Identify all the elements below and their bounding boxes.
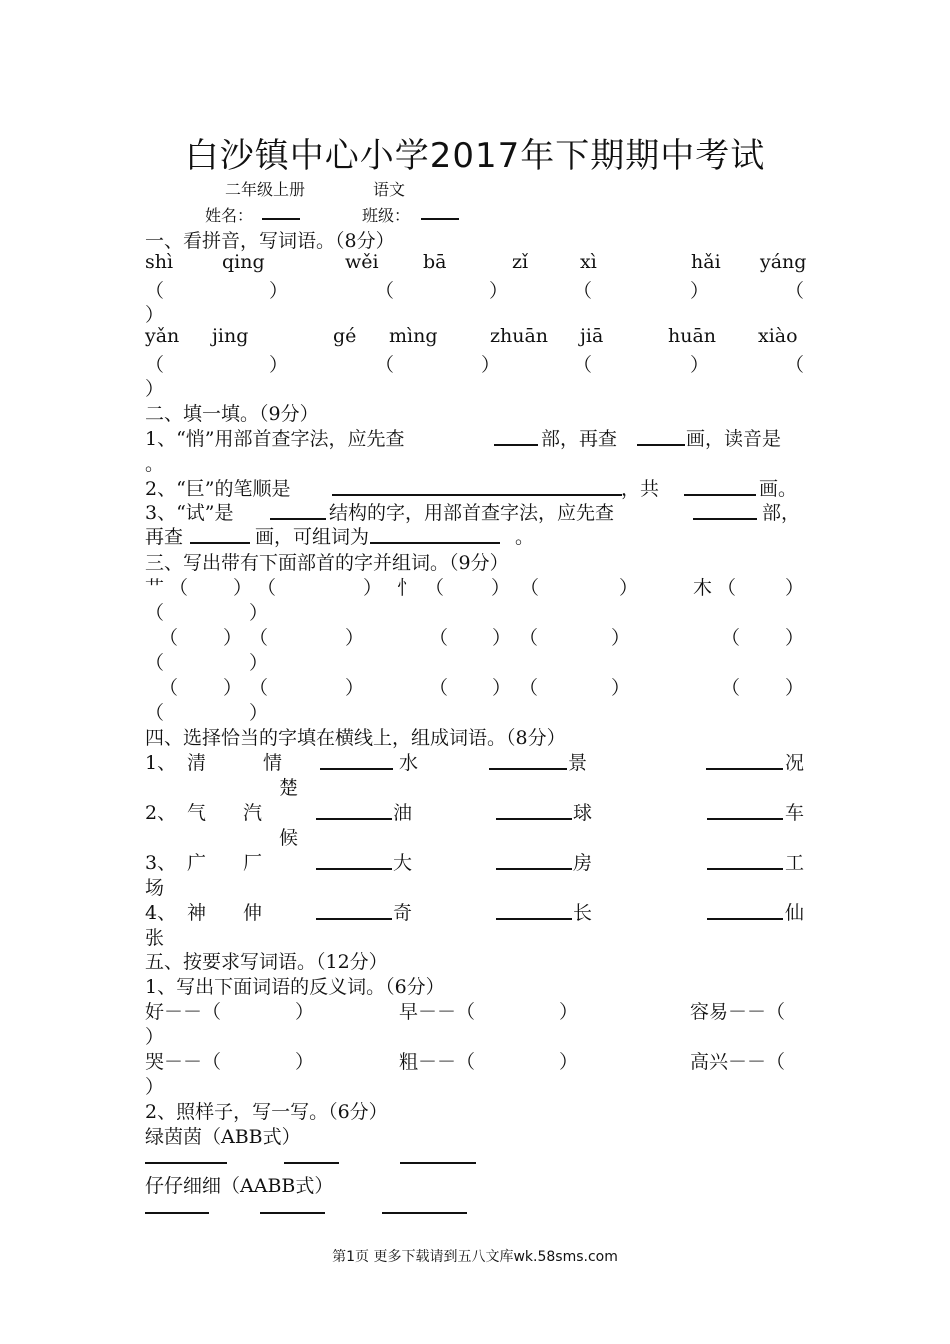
- paren-close: ）: [249, 652, 269, 674]
- answer-blank[interactable]: [494, 444, 538, 446]
- answer-blank[interactable]: [270, 518, 326, 520]
- paren-open: （: [721, 627, 741, 649]
- paren-close: ）: [481, 354, 501, 376]
- choice-char: 场: [145, 877, 165, 899]
- paren-close: ）: [363, 577, 383, 599]
- word-char: 车: [785, 802, 805, 824]
- section2-heading: 二、填一填。（9分）: [145, 403, 319, 425]
- paren-open: （: [573, 280, 593, 302]
- answer-blank[interactable]: [332, 494, 622, 496]
- paren-close: ）: [223, 627, 243, 649]
- question-text: 。: [145, 453, 165, 475]
- paren-close: ）: [690, 280, 710, 302]
- choice-char: 广: [187, 852, 207, 874]
- paren-close: ）: [690, 354, 710, 376]
- question-text: 结构的字，用部首查字法，应先查: [329, 502, 615, 524]
- paren-close: ）: [492, 627, 512, 649]
- question-text: 部，再查: [541, 428, 618, 450]
- pinyin: gé: [333, 325, 357, 347]
- example-abb: 绿茵茵（ABB式）: [145, 1126, 301, 1148]
- choice-char: 候: [279, 827, 299, 849]
- item-number: 2、: [145, 802, 177, 824]
- paren-close: ）: [489, 280, 509, 302]
- pinyin: xì: [580, 251, 597, 273]
- radical: 忄: [397, 577, 417, 599]
- answer-blank[interactable]: [400, 1162, 476, 1164]
- choice-char: 厂: [243, 852, 263, 874]
- paren-open: （: [375, 280, 395, 302]
- section4-heading: 四、选择恰当的字填在横线上，组成词语。（8分）: [145, 727, 566, 749]
- answer-blank[interactable]: [145, 1212, 209, 1214]
- answer-blank[interactable]: [145, 1162, 227, 1164]
- pinyin: wěi: [345, 251, 379, 273]
- pinyin: bā: [423, 251, 447, 273]
- paren-close: ）: [295, 1051, 315, 1073]
- answer-blank[interactable]: [370, 542, 500, 544]
- question-text: 部，: [762, 502, 801, 524]
- paren-open: （: [159, 627, 179, 649]
- pinyin: mìng: [389, 325, 438, 347]
- grade-label: 二年级上册: [225, 180, 306, 199]
- answer-blank[interactable]: [316, 818, 392, 820]
- choice-char: 神: [187, 902, 207, 924]
- paren-close: ）: [145, 1076, 165, 1098]
- answer-blank[interactable]: [496, 818, 572, 820]
- answer-blank[interactable]: [693, 518, 757, 520]
- paren-close: ）: [619, 577, 639, 599]
- question-text: 。: [515, 526, 535, 548]
- paren-close: ）: [491, 577, 511, 599]
- s2-q1: [145, 424, 807, 448]
- pinyin: yáng: [760, 251, 807, 273]
- answer-blank[interactable]: [382, 1212, 467, 1214]
- paren-close: ）: [611, 677, 631, 699]
- answer-row-2: [145, 350, 807, 374]
- answer-blank[interactable]: [316, 868, 392, 870]
- section5-sub2: 2、照样子，写一写。（6分）: [145, 1101, 388, 1123]
- paren-open: （: [145, 702, 165, 724]
- antonym-prompt: 早－－（: [399, 1001, 476, 1023]
- paren-open: （: [145, 280, 165, 302]
- antonym-prompt: 粗－－（: [399, 1051, 476, 1073]
- paren-open: （: [721, 677, 741, 699]
- radical-row-2: [145, 623, 807, 647]
- paren-close: ）: [233, 577, 253, 599]
- choice-char: 情: [263, 752, 283, 774]
- question-text: 再查: [145, 526, 184, 548]
- question-text: 画，读音是: [686, 428, 782, 450]
- section3-heading: 三、写出带有下面部首的字并组词。（9分）: [145, 552, 509, 574]
- page-footer: 第1页 更多下载请到五八文库wk.58sms.com: [332, 1249, 618, 1265]
- paren-open: （: [169, 577, 189, 599]
- word-char: 仙: [785, 902, 805, 924]
- paren-close: ）: [611, 627, 631, 649]
- word-char: 球: [573, 802, 593, 824]
- paren-close: ）: [269, 354, 289, 376]
- pinyin: huān: [668, 325, 717, 347]
- name-blank[interactable]: [262, 218, 300, 220]
- paren-close: ）: [145, 378, 165, 400]
- answer-blank[interactable]: [489, 768, 567, 770]
- paren-open: （: [519, 677, 539, 699]
- section1-heading: 一、看拼音，写词语。（8分）: [145, 230, 395, 252]
- paren-close: ）: [249, 702, 269, 724]
- choice-char: 气: [187, 802, 207, 824]
- word-char: 工: [785, 852, 805, 874]
- antonym-prompt: 容易－－（: [690, 1001, 786, 1023]
- paren-close: ）: [345, 627, 365, 649]
- paren-open: （: [573, 354, 593, 376]
- answer-row-1: [145, 276, 807, 300]
- pinyin: hǎi: [691, 251, 721, 273]
- paren-open: （: [429, 627, 449, 649]
- choice-char: 清: [187, 752, 207, 774]
- pinyin-row-1: [145, 251, 807, 275]
- page-title: 白沙镇中心小学2017年下期期中考试: [184, 136, 766, 176]
- antonym-row-1: [145, 997, 807, 1021]
- paren-open: （: [257, 577, 277, 599]
- paren-open: （: [145, 602, 165, 624]
- word-char: 景: [568, 752, 588, 774]
- word-char: 奇: [393, 902, 413, 924]
- radical: 木: [693, 577, 713, 599]
- pinyin-row-2: [145, 325, 807, 349]
- paren-close: ）: [785, 577, 805, 599]
- answer-blank[interactable]: [637, 444, 685, 446]
- radical: 艹: [145, 577, 165, 599]
- paren-close: ）: [559, 1001, 579, 1023]
- item-number: 3、: [145, 852, 177, 874]
- paren-close: ）: [345, 677, 365, 699]
- question-text: ，共: [621, 478, 660, 500]
- class-label: 班级：: [362, 206, 411, 225]
- choice-char: 张: [145, 927, 165, 949]
- paren-open: （: [159, 677, 179, 699]
- pinyin: jiā: [580, 325, 604, 347]
- paren-open: （: [785, 354, 805, 376]
- paren-open: （: [145, 354, 165, 376]
- word-char: 水: [399, 752, 419, 774]
- section5-heading: 五、按要求写词语。（12分）: [145, 951, 388, 973]
- choice-char: 楚: [279, 777, 299, 799]
- pinyin: shì: [145, 251, 174, 273]
- question-text: 3、“试”是: [145, 502, 234, 524]
- name-label: 姓名：: [205, 206, 254, 225]
- paren-open: （: [785, 280, 805, 302]
- word-char: 长: [573, 902, 593, 924]
- word-char: 大: [393, 852, 413, 874]
- pinyin: zhuān: [490, 325, 549, 347]
- answer-blank[interactable]: [284, 1162, 339, 1164]
- word-char: 房: [573, 852, 593, 874]
- paren-close: ）: [492, 677, 512, 699]
- radical-row-3: [145, 673, 807, 697]
- paren-open: （: [520, 577, 540, 599]
- section5-sub1: 1、写出下面词语的反义词。（6分）: [145, 976, 445, 998]
- choice-char: 汽: [243, 802, 263, 824]
- question-text: 画。: [759, 478, 798, 500]
- paren-close: ）: [269, 280, 289, 302]
- paren-open: （: [425, 577, 445, 599]
- pinyin: jing: [212, 325, 249, 347]
- subject-label: 语文: [373, 180, 406, 199]
- answer-blank[interactable]: [496, 918, 572, 920]
- item-number: 4、: [145, 902, 177, 924]
- pinyin: qing: [222, 251, 265, 273]
- word-char: 油: [393, 802, 413, 824]
- paren-close: ）: [785, 677, 805, 699]
- radical-row-1: [145, 573, 807, 597]
- paren-close: ）: [559, 1051, 579, 1073]
- answer-blank[interactable]: [684, 494, 756, 496]
- question-text: 2、“巨”的笔顺是: [145, 478, 291, 500]
- pinyin: zǐ: [512, 251, 529, 273]
- answer-blank[interactable]: [316, 918, 392, 920]
- answer-blank[interactable]: [707, 918, 783, 920]
- answer-blank[interactable]: [707, 868, 783, 870]
- antonym-prompt: 好－－（: [145, 1001, 222, 1023]
- question-text: 1、“悄”用部首查字法，应先查: [145, 428, 405, 450]
- paren-open: （: [519, 627, 539, 649]
- example-aabb: 仔仔细细（AABB式）: [145, 1175, 334, 1197]
- pinyin: yǎn: [145, 325, 180, 347]
- choice-char: 伸: [243, 902, 263, 924]
- paren-close: ）: [295, 1001, 315, 1023]
- paren-open: （: [145, 652, 165, 674]
- paren-close: ）: [785, 627, 805, 649]
- paren-open: （: [249, 627, 269, 649]
- paren-open: （: [249, 677, 269, 699]
- answer-blank[interactable]: [190, 542, 250, 544]
- item-number: 1、: [145, 752, 177, 774]
- paren-close: ）: [145, 1026, 165, 1048]
- class-blank[interactable]: [421, 218, 459, 220]
- antonym-prompt: 高兴－－（: [690, 1051, 786, 1073]
- answer-blank[interactable]: [496, 868, 572, 870]
- answer-blank[interactable]: [260, 1212, 325, 1214]
- paren-open: （: [375, 354, 395, 376]
- antonym-prompt: 哭－－（: [145, 1051, 222, 1073]
- paren-close: ）: [223, 677, 243, 699]
- answer-blank[interactable]: [707, 818, 783, 820]
- paren-open: （: [429, 677, 449, 699]
- answer-blank[interactable]: [320, 768, 393, 770]
- paren-close: ）: [145, 304, 165, 326]
- paren-open: （: [717, 577, 737, 599]
- question-text: 画，可组词为: [255, 526, 370, 548]
- pinyin: xiào: [758, 325, 798, 347]
- antonym-row-2: [145, 1047, 807, 1071]
- answer-blank[interactable]: [706, 768, 783, 770]
- word-char: 况: [785, 752, 805, 774]
- paren-close: ）: [249, 602, 269, 624]
